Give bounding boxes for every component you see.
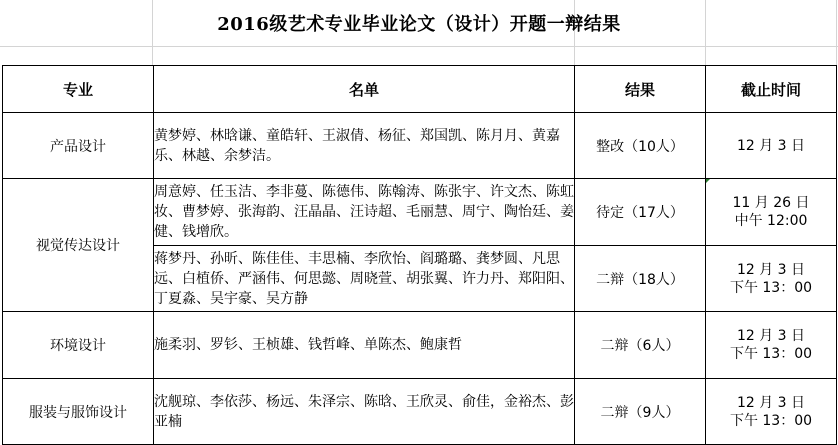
result-cell: 二辩（18人） — [575, 246, 706, 312]
result-cell: 二辩（6人） — [575, 312, 706, 379]
header-deadline: 截止时间 — [706, 66, 837, 113]
result-cell: 二辩（9人） — [575, 379, 706, 445]
header-names: 名单 — [154, 66, 575, 113]
names-cell: 沈舰琼、李依莎、杨远、朱泽宗、陈晗、王欣灵、俞佳，金裕杰、彭亚楠 — [154, 379, 575, 445]
deadline-cell — [706, 113, 837, 179]
gridline — [0, 46, 838, 47]
page-title: 2016级艺术专业毕业论文（设计）开题一辩结果 — [217, 14, 621, 35]
deadline-date: 12 月 3 日 — [736, 261, 806, 278]
deadline-cell — [706, 246, 837, 312]
deadline-cell — [706, 312, 837, 379]
table-row — [3, 379, 837, 445]
header-major: 专业 — [3, 66, 154, 113]
major-cell: 产品设计 — [3, 113, 154, 179]
table-row — [3, 113, 837, 179]
result-cell: 待定（17人） — [575, 179, 706, 246]
table-row — [3, 312, 837, 379]
major-cell: 环境设计 — [3, 312, 154, 379]
names-cell: 黄梦婷、林晗谦、童皓轩、王淑倩、杨征、郑国凯、陈月月、黄嘉乐、林越、余梦洁。 — [154, 113, 575, 179]
deadline-time: 下午 13：00 — [729, 412, 813, 429]
comment-indicator-icon — [706, 179, 710, 183]
header-result: 结果 — [575, 66, 706, 113]
deadline-time: 中午 12:00 — [734, 213, 808, 229]
table-header-row — [3, 66, 837, 113]
names-cell: 施柔羽、罗钐、王桢雄、钱哲峰、单陈杰、鲍康哲 — [154, 312, 575, 379]
deadline-cell — [706, 179, 837, 246]
table-row — [3, 179, 837, 246]
deadline-date: 12 月 3 日 — [736, 328, 806, 344]
result-cell: 整改（10人） — [575, 113, 706, 179]
deadline-cell — [706, 379, 837, 445]
major-cell: 视觉传达设计 — [3, 179, 154, 312]
deadline-date: 12 月 3 日 — [736, 394, 806, 411]
names-cell: 周意婷、任玉洁、李非蔓、陈德伟、陈翰涛、陈张宇、许文杰、陈虹妆、曹梦婷、张海韵、汪晶晶、汪诗超、毛丽慧、周宁、陶怡廷、姜健、钱增欣。 — [154, 179, 575, 246]
deadline-date: 12 月 3 日 — [736, 137, 806, 154]
results-table — [2, 65, 837, 445]
major-cell: 服装与服饰设计 — [3, 379, 154, 445]
deadline-time: 下午 13：00 — [729, 346, 813, 362]
names-cell: 蒋梦丹、孙昕、陈佳佳、丰思楠、李欣怡、阎璐璐、龚梦圆、凡思远、白植侨、严涵伟、何思懿、周晓萱、胡张翼、许力丹、郑阳阳、丁夏淼、吴宇豪、吴方静 — [154, 246, 575, 312]
deadline-date: 11 月 26 日 — [732, 195, 810, 211]
deadline-time: 下午 13：00 — [729, 279, 813, 296]
